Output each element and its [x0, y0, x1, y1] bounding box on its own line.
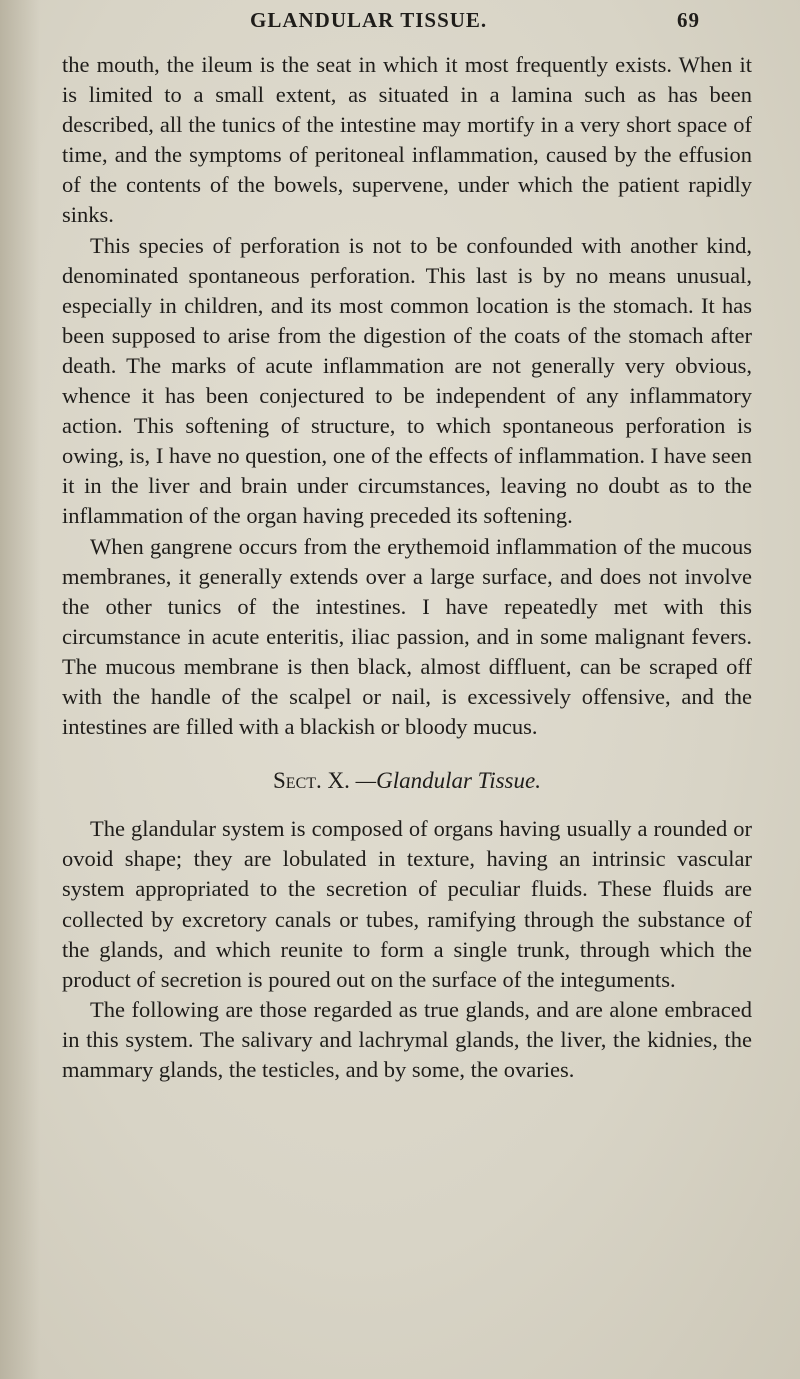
- section-name: —Glandular Tissue.: [355, 768, 541, 794]
- paragraph-continued: the mouth, the ileum is the seat in which it most frequently exists. When it is limited to a small extent, as situated in a lamina such as has been described, all the tunics of the intestine may mortify in a very short space of time, and the symptoms of peritoneal inflammation, caused by the effusion of the contents of the bowels, supervene, under which the patient rapidly sinks.: [62, 52, 752, 228]
- running-header: [240, 8, 700, 42]
- paragraph-spontaneous-perforation: This species of perforation is not to be confounded with another kind, denominated spontaneous perforation. This last is by no means unusual, especially in children, and its most common location is the stomach. It has been supposed to arise from the digestion of the coats of the stomach after death. The marks of acute inflammation are not generally very obvious, whence it has been conjectured to be independent of any inflammatory action. This softening of structure, to which spontaneous perforation is owing, is, I have no question, one of the effects of inflammation. I have seen it in the liver and brain under circumstances, leaving no doubt as to the inflammation of the organ having preceded its softening.: [62, 232, 752, 529]
- section-heading: [62, 766, 752, 796]
- paragraph-true-glands: The following are those regarded as true glands, and are alone embraced in this system. The salivary and lachrymal glands, the liver, the kidnies, the mammary glands, the testicles, and by some, the ovaries.: [62, 996, 752, 1082]
- page-number: 69: [677, 8, 700, 32]
- page-gutter-shadow: [0, 0, 40, 1379]
- section-label: Sect. X.: [273, 768, 350, 794]
- paragraph-gangrene: When gangrene occurs from the erythemoid inflammation of the mucous membranes, it generally extends over a large surface, and does not involve the other tunics of the intestines. I have repeatedly met with this circumstance in acute enteritis, iliac passion, and in some malignant fevers. The mucous membrane is then black, almost diffluent, can be scraped off with the handle of the scalpel or nail, is excessively offensive, and the intestines are filled with a blackish or bloody mucus.: [62, 533, 752, 740]
- paragraph-glandular-system: The glandular system is composed of organs having usually a rounded or ovoid shape; they are lobulated in texture, having an intrinsic vascular system appropriated to the secretion of peculiar fluids. These fluids are collected by excretory canals or tubes, ramifying through the substance of the glands, and which reunite to form a single trunk, through which the product of secretion is poured out on the surface of the integuments.: [62, 816, 752, 992]
- body-text: [62, 50, 752, 1085]
- running-title: GLANDULAR TISSUE.: [250, 8, 488, 32]
